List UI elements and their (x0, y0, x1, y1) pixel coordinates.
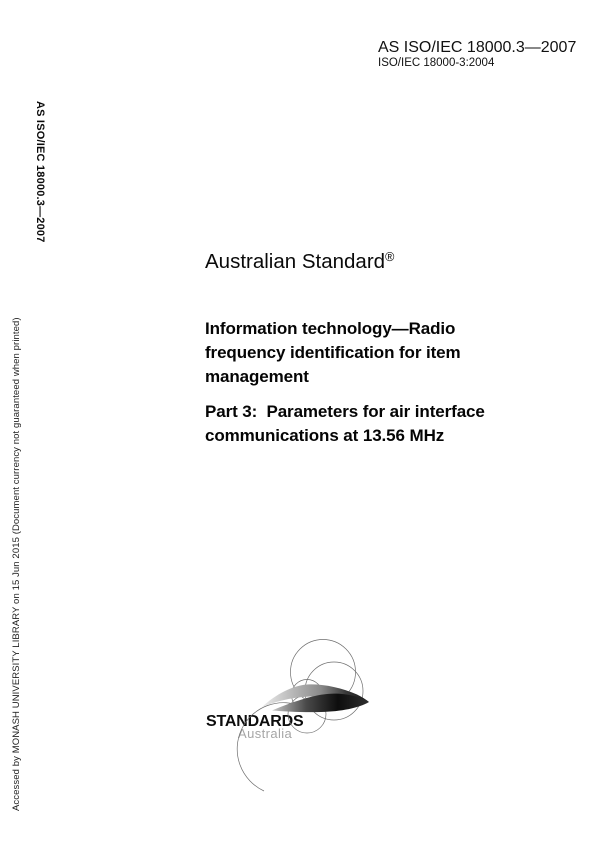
document-title (205, 317, 461, 389)
iso-reference: ISO/IEC 18000-3:2004 (378, 57, 495, 69)
standard-reference-block (378, 39, 576, 70)
spine-standard-number: AS ISO/IEC 18000.3—2007 (34, 101, 46, 243)
document-title-line: Information technology—Radio (205, 319, 456, 338)
registered-trademark-symbol: ® (385, 250, 395, 264)
publication-type-text: Australian Standard (205, 250, 386, 273)
logo-spiral-graphic (190, 610, 400, 830)
document-title-line: frequency identification for item (205, 343, 461, 362)
part-title (205, 400, 485, 448)
spine-access-note: Accessed by MONASH UNIVERSITY LIBRARY on 15 Jun 2015 (Document currency not guaranteed when printed) (11, 317, 22, 811)
part-title-line: communications at 13.56 MHz (205, 426, 445, 445)
standards-australia-logo (190, 610, 400, 830)
document-title-line: management (205, 367, 309, 386)
logo-spiral-arc (237, 703, 303, 791)
part-title-line: Part 3: Parameters for air interface (205, 402, 485, 421)
logo-wordmark-australia: Australia (238, 726, 293, 741)
publication-type-title (205, 250, 394, 274)
standard-number: AS ISO/IEC 18000.3—2007 (378, 39, 577, 56)
logo-wordmark-standards: STANDARDS (206, 713, 304, 730)
